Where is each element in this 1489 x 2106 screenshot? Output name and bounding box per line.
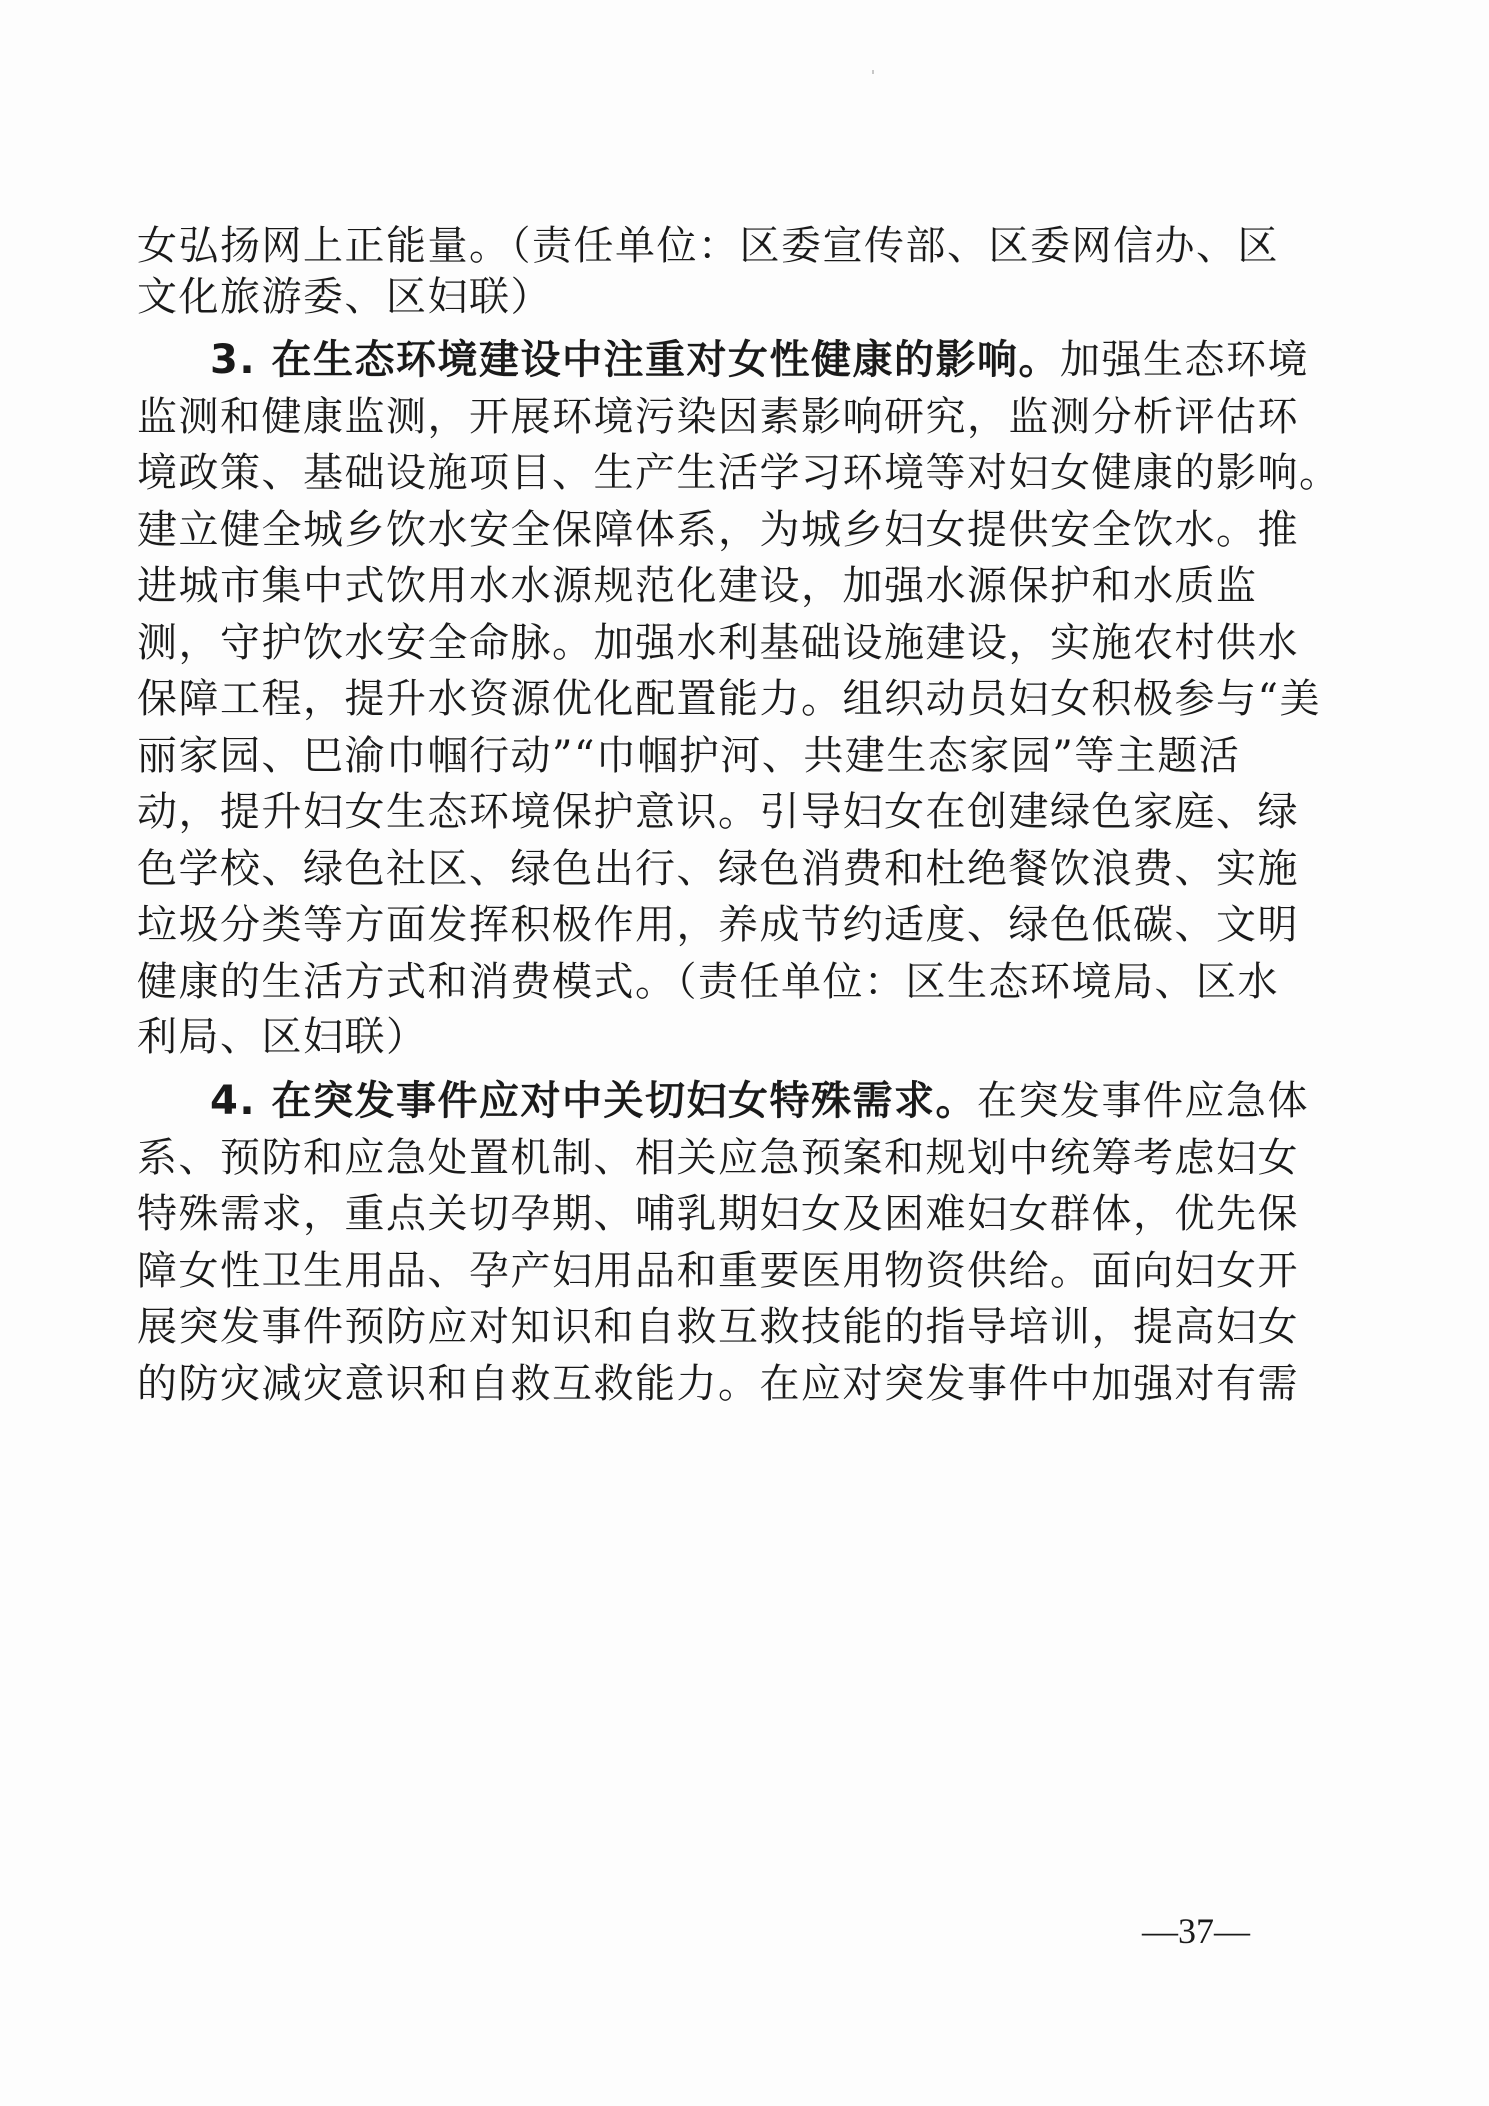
section-3-line: 监测和健康监测，开展环境污染因素影响研究，监测分析评估环 bbox=[137, 394, 1299, 440]
continuation-line-1: 女弘扬网上正能量。（责任单位：区委宣传部、区委网信办、区 bbox=[137, 223, 1279, 269]
section-4-first-line bbox=[210, 1071, 1309, 1131]
page-number: —37— bbox=[1142, 1911, 1250, 1951]
section-3-line: 垃圾分类等方面发挥积极作用，养成节约适度、绿色低碳、文明 bbox=[137, 902, 1299, 948]
section-4-line: 特殊需求，重点关切孕期、哺乳期妇女及困难妇女群体，优先保 bbox=[137, 1191, 1299, 1237]
section-3-line: 测，守护饮水安全命脉。加强水利基础设施建设，实施农村供水 bbox=[137, 620, 1299, 666]
continuation-line-2: 文化旅游委、区妇联） bbox=[137, 274, 552, 320]
section-4-first-line-text: 在突发事件应急体 bbox=[976, 1078, 1309, 1124]
section-3-line: 进城市集中式饮用水水源规范化建设，加强水源保护和水质监 bbox=[137, 563, 1258, 609]
section-3-line: 色学校、绿色社区、绿色出行、绿色消费和杜绝餐饮浪费、实施 bbox=[137, 846, 1299, 892]
section-4-line: 系、预防和应急处置机制、相关应急预案和规划中统筹考虑妇女 bbox=[137, 1135, 1299, 1181]
section-3-line: 健康的生活方式和消费模式。（责任单位：区生态环境局、区水 bbox=[137, 959, 1279, 1005]
section-4-line: 的防灾减灾意识和自救互救能力。在应对突发事件中加强对有需 bbox=[137, 1361, 1299, 1407]
section-3-line: 利局、区妇联） bbox=[137, 1014, 428, 1060]
section-3-line: 丽家园、巴渝巾帼行动”“巾帼护河、共建生态家园”等主题活 bbox=[137, 733, 1241, 779]
scan-speck bbox=[872, 70, 874, 74]
section-3-first-line-text: 加强生态环境 bbox=[1059, 337, 1309, 383]
section-3-line: 动，提升妇女生态环境保护意识。引导妇女在创建绿色家庭、绿 bbox=[137, 789, 1299, 835]
section-4-heading: 4. 在突发事件应对中关切妇女特殊需求。 bbox=[210, 1078, 977, 1124]
section-3-line: 建立健全城乡饮水安全保障体系，为城乡妇女提供安全饮水。推 bbox=[137, 507, 1299, 553]
section-3-line: 保障工程，提升水资源优化配置能力。组织动员妇女积极参与“美 bbox=[137, 676, 1321, 722]
section-3-heading: 3. 在生态环境建设中注重对女性健康的影响。 bbox=[210, 337, 1060, 383]
section-3-first-line bbox=[210, 330, 1309, 390]
section-4-line: 障女性卫生用品、孕产妇用品和重要医用物资供给。面向妇女开 bbox=[137, 1248, 1299, 1294]
section-3-line: 境政策、基础设施项目、生产生活学习环境等对妇女健康的影响。 bbox=[137, 450, 1341, 496]
section-4-line: 展突发事件预防应对知识和自救互救技能的指导培训，提高妇女 bbox=[137, 1304, 1299, 1350]
